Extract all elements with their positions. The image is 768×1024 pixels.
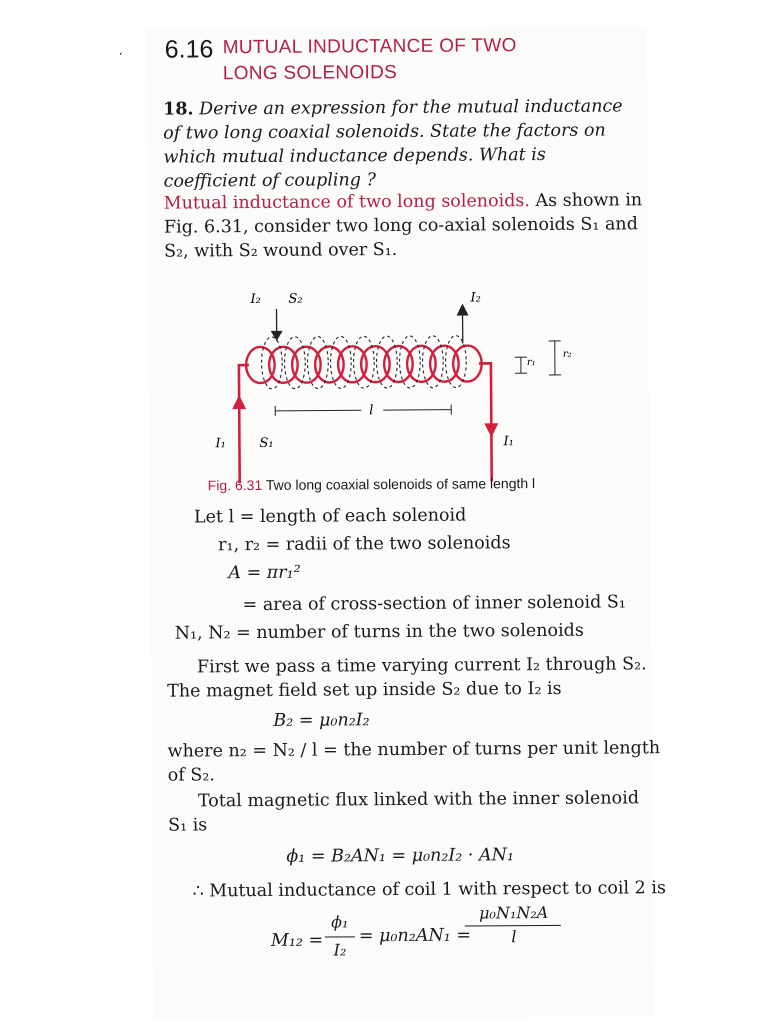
s1-left-lead	[239, 365, 250, 483]
label-r1: r₁	[526, 357, 536, 369]
inner-coil-turn	[361, 346, 390, 382]
inner-coil-turn	[430, 346, 459, 382]
figure-caption	[208, 475, 536, 493]
eq-m12-frac2-num: μ₀N₁N₂A	[479, 902, 549, 923]
solenoid-wire	[231, 303, 561, 483]
body-p1-line1: First we pass a time varying current I₂ through S₂.	[196, 654, 647, 678]
body-flux-line2: S₁ is	[168, 815, 208, 836]
def-turns: N₁, N₂ = number of turns in the two solenoids	[174, 620, 584, 644]
def-length: Let l = length of each solenoid	[193, 505, 467, 528]
def-area: = area of cross-section of inner solenoid S₁	[242, 592, 626, 616]
textbook-page	[118, 26, 666, 1019]
solenoid-figure	[188, 285, 609, 488]
i1-down-arrow	[484, 423, 498, 437]
body-where-line2: of S₂.	[167, 765, 215, 786]
body-p1-line2: The magnet field set up inside S₂ due to I₂ is	[167, 678, 562, 702]
inner-coil-turn	[246, 347, 275, 383]
section-title-line2: LONG SOLENOIDS	[222, 62, 398, 85]
label-i1-right: I₁	[503, 434, 514, 450]
i2-up-arrow	[456, 304, 468, 316]
i1-up-arrow	[232, 395, 246, 409]
margin-mark: ‘	[118, 49, 123, 64]
inner-coil-turn	[453, 345, 482, 381]
figure-caption-text: Two long coaxial solenoids of same length l	[265, 475, 536, 493]
eq-m12-frac1-num: ϕ₁	[331, 912, 349, 932]
eq-flux: ϕ₁ = B₂AN₁ = μ₀n₂I₂ · AN₁	[286, 845, 515, 867]
eq-b2: B₂ = μ₀n₂I₂	[273, 710, 370, 731]
question	[163, 94, 644, 193]
section-title	[223, 33, 517, 87]
section-title-line1: MUTUAL INDUCTANCE OF TWO	[222, 35, 517, 59]
inner-coil-turn	[407, 346, 436, 382]
intro-heading: Mutual inductance of two long solenoids.	[163, 191, 530, 214]
intro-text: As shown in Fig. 6.31, consider two long co-axial solenoids S₁ and S₂, with S₂ wound over S₁.	[163, 190, 643, 262]
s1-right-lead	[479, 363, 492, 481]
label-s2: S₂	[288, 291, 303, 307]
inner-coil-turn	[269, 347, 298, 383]
inner-coil-turn	[292, 347, 321, 383]
eq-m12-frac1-bar	[325, 936, 355, 937]
body-flux-line1: Total magnetic flux linked with the inner solenoid	[197, 788, 640, 812]
body-therefore: ∴ Mutual inductance of coil 1 with respect to coil 2 is	[192, 878, 666, 902]
label-i2-right: I₂	[470, 290, 481, 306]
question-text: Derive an expression for the mutual inductance of two long coaxial solenoids. State the factors on which mutual inductance depends. What is coefficient of coupling ?	[163, 96, 623, 192]
eq-m12-frac2-den: l	[511, 927, 517, 947]
eq-m12-frac1-den: I₂	[333, 940, 347, 960]
label-i2-left: I₂	[250, 291, 261, 308]
label-s1: S₁	[259, 435, 274, 451]
length-dim-left	[275, 410, 361, 411]
def-radii: r₁, r₂ = radii of the two solenoids	[218, 533, 511, 556]
label-i1-left: I₁	[215, 436, 226, 452]
eq-m12-mid: = μ₀n₂AN₁ =	[358, 925, 472, 947]
intro-paragraph	[164, 188, 644, 263]
figure-caption-label: Fig. 6.31	[207, 476, 263, 494]
label-length: l	[369, 403, 374, 419]
inner-coil-turn	[338, 346, 367, 382]
eq-m12-lhs: M₁₂ =	[270, 930, 324, 951]
i2-down-arrow	[271, 331, 283, 341]
label-r2: r₂	[562, 348, 572, 360]
def-area-eq: A = πr₁²	[228, 562, 301, 584]
body-where-line1: where n₂ = N₂ / l = the number of turns per unit length	[167, 738, 661, 762]
section-number: 6.16	[164, 35, 214, 64]
question-number: 18.	[163, 99, 194, 120]
inner-coil-turn	[384, 346, 413, 382]
inner-coil-turn	[315, 346, 344, 382]
